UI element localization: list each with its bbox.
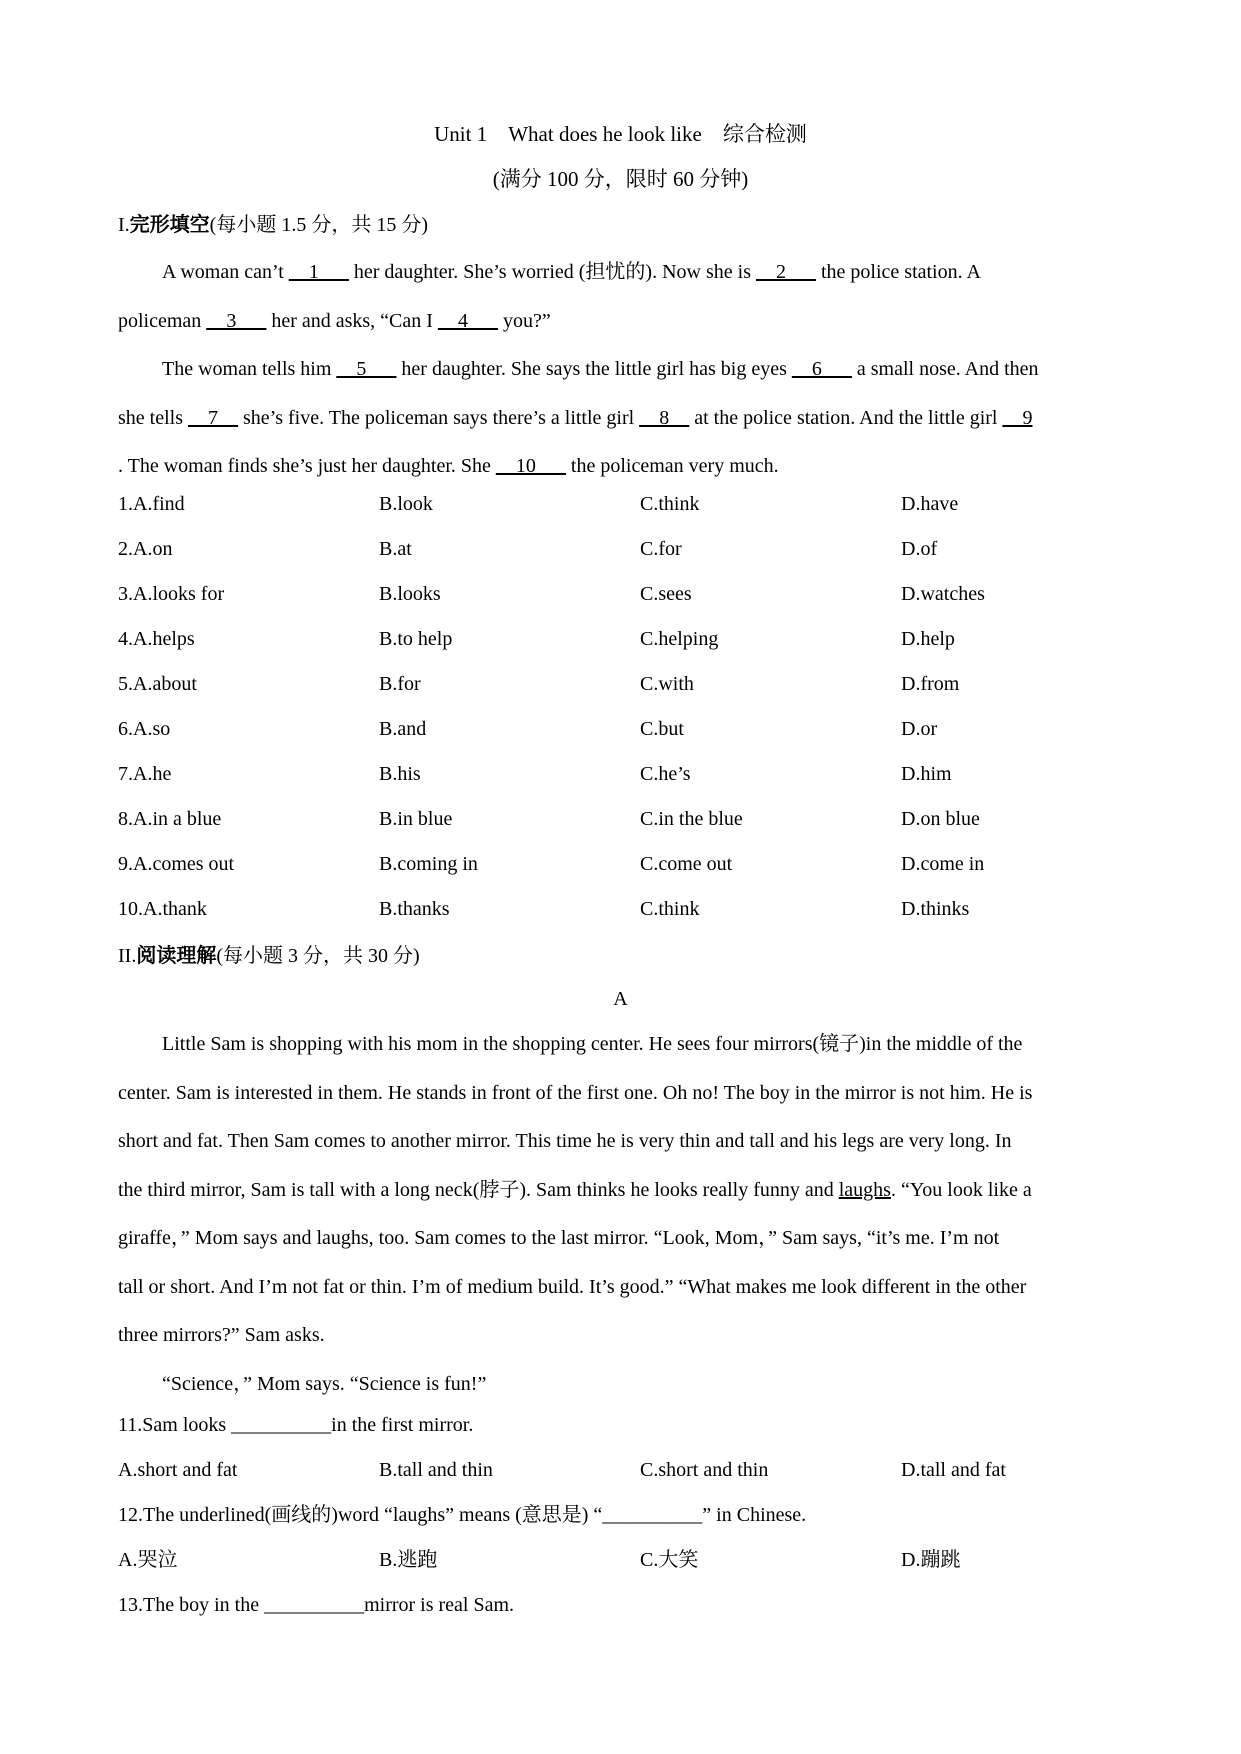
section-1-name: 完形填空	[129, 214, 210, 236]
option-b: B.at	[379, 538, 412, 560]
page-title: Unit 1 What does he look like 综合检测	[434, 122, 807, 146]
option-c: C.with	[640, 673, 694, 695]
cloze-text: her and asks, “Can I	[266, 309, 438, 332]
option-c: C.he’s	[640, 763, 691, 785]
option-d: D.thinks	[901, 898, 970, 920]
cloze-blank-2: __2___	[755, 261, 816, 283]
option-c: C.in the blue	[640, 808, 743, 830]
option-b: B.look	[379, 493, 433, 515]
option-a: A.short and fat	[118, 1459, 238, 1481]
section-1-note: (每小题 1.5 分，共 15 分)	[209, 214, 428, 236]
cloze-line-2	[118, 297, 1116, 346]
passage-text: “Science，” Mom says. “Science is fun!”	[162, 1372, 487, 1395]
cloze-text: her daughter. She says the little girl has big eyes	[396, 358, 792, 380]
passage-text: the third mirror, Sam is tall with a long neck(脖子). Sam thinks he looks really funny and	[118, 1178, 839, 1201]
passage-line-1	[118, 1020, 1116, 1069]
option-a: 4.A.helps	[118, 628, 195, 650]
option-c: C.think	[640, 898, 700, 920]
option-b: B.in blue	[379, 808, 453, 830]
section-1-heading	[118, 211, 428, 239]
cloze-blank-9: __9	[1002, 406, 1033, 429]
option-d: D.help	[901, 628, 955, 650]
passage-line-3: short and fat. Then Sam comes to another mirror. This time he is very thin and tall and his legs are very long. In	[118, 1130, 1012, 1152]
option-b: B.tall and thin	[379, 1459, 493, 1481]
underlined-word: laughs	[838, 1178, 891, 1201]
option-a: 5.A.about	[118, 673, 197, 695]
cloze-text: she’s five. The policeman says there’s a little girl	[238, 406, 640, 429]
section-2-note: (每小题 3 分，共 30 分)	[216, 945, 420, 967]
option-d: D.of	[901, 538, 938, 560]
cloze-text: her daughter. She’s worried (担忧的). Now she is	[348, 261, 756, 283]
option-b: B.thanks	[379, 898, 450, 920]
passage-line-2: center. Sam is interested in them. He stands in front of the first one. Oh no! The boy in the mirror is not him. He is	[118, 1081, 1033, 1104]
option-a: 3.A.looks for	[118, 583, 225, 605]
option-a: A.哭泣	[118, 1549, 178, 1571]
option-row-10	[118, 894, 1118, 924]
option-d: D.come in	[901, 853, 985, 875]
option-row-6	[118, 714, 1118, 744]
option-row-8	[118, 804, 1118, 834]
cloze-text: she tells	[118, 406, 188, 429]
passage-line-8	[118, 1360, 1116, 1409]
option-d: D.蹦跳	[901, 1549, 961, 1571]
passage-line-7: three mirrors?” Sam asks.	[118, 1324, 325, 1346]
option-c: C.come out	[640, 853, 733, 875]
option-a: 1.A.find	[118, 493, 185, 515]
cloze-text: The woman tells him	[162, 358, 337, 380]
option-b: B.逃跑	[379, 1549, 438, 1571]
option-b: B.coming in	[379, 853, 478, 875]
cloze-text: . The woman finds she’s just her daughter. She	[118, 455, 496, 477]
cloze-text: policeman	[118, 309, 207, 332]
option-d: D.tall and fat	[901, 1459, 1006, 1481]
option-d: D.have	[901, 493, 959, 515]
option-row-9	[118, 849, 1118, 879]
cloze-passage	[118, 248, 1116, 491]
option-a: 2.A.on	[118, 538, 173, 560]
option-row-1	[118, 489, 1118, 519]
cloze-text: you?”	[497, 309, 551, 332]
passage-text: . “You look like a	[890, 1178, 1032, 1201]
option-a: 6.A.so	[118, 718, 171, 740]
cloze-blank-8: __8__	[639, 406, 690, 429]
option-b: B.for	[379, 673, 421, 695]
cloze-text: a small nose. And then	[851, 358, 1039, 380]
passage-label: A	[613, 988, 628, 1010]
option-b: B.and	[379, 718, 427, 740]
page-subtitle: (满分 100 分，限时 60 分钟)	[492, 167, 749, 191]
question-11: 11.Sam looks __________in the first mirror.	[118, 1414, 474, 1436]
section-1-number: I.	[118, 214, 130, 236]
option-c: C.short and thin	[640, 1459, 769, 1481]
cloze-text: the police station. A	[815, 261, 981, 283]
cloze-text: A woman can’t	[162, 261, 289, 283]
option-d: D.watches	[901, 583, 985, 605]
option-d: D.or	[901, 718, 938, 740]
option-c: C.for	[640, 538, 682, 560]
passage-line-6: tall or short. And I’m not fat or thin. I’m of medium build. It’s good.” “What makes me look different in the other	[118, 1275, 1027, 1298]
option-d: D.him	[901, 763, 952, 785]
option-a: 7.A.he	[118, 763, 172, 785]
question-12: 12.The underlined(画线的)word “laughs” means (意思是) “__________” in Chinese.	[118, 1504, 807, 1526]
option-a: 9.A.comes out	[118, 853, 235, 875]
cloze-line-1	[118, 248, 1116, 297]
section-2-number: II.	[118, 945, 137, 967]
option-c: C.think	[640, 493, 700, 515]
option-row-7	[118, 759, 1118, 789]
option-a: 10.A.thank	[118, 898, 207, 920]
section-2-name: 阅读理解	[136, 945, 217, 967]
cloze-text: at the police station. And the little girl	[689, 406, 1003, 429]
cloze-blank-3: __3___	[206, 309, 267, 332]
option-c: C.but	[640, 718, 684, 740]
option-row-3	[118, 579, 1118, 609]
option-b: B.to help	[379, 628, 453, 650]
option-row-2	[118, 534, 1118, 564]
cloze-blank-5: __5___	[336, 358, 397, 380]
cloze-line-5	[118, 442, 1116, 491]
option-c: C.大笑	[640, 1549, 699, 1571]
option-c: C.helping	[640, 628, 719, 650]
option-d: D.from	[901, 673, 960, 695]
cloze-blank-6: __6___	[791, 358, 852, 380]
passage-line-5: giraffe，” Mom says and laughs, too. Sam comes to the last mirror. “Look, Mom，” Sam says, “it’s me. I’m not	[118, 1227, 1000, 1249]
question-12-options	[118, 1545, 1118, 1575]
option-a: 8.A.in a blue	[118, 808, 222, 830]
cloze-blank-10: __10___	[495, 455, 566, 477]
option-b: B.his	[379, 763, 421, 785]
passage-text: Little Sam is shopping with his mom in the shopping center. He sees four mirrors(镜子)in the middle of the	[162, 1033, 1023, 1055]
option-row-5	[118, 669, 1118, 699]
section-2-heading	[118, 942, 420, 970]
passage-line-4	[118, 1166, 1116, 1215]
cloze-blank-1: __1___	[288, 261, 349, 283]
cloze-line-4	[118, 394, 1116, 443]
option-row-4	[118, 624, 1118, 654]
cloze-blank-7: __7__	[188, 406, 238, 429]
option-b: B.looks	[379, 583, 441, 605]
reading-passage	[118, 1020, 1116, 1408]
cloze-line-3	[118, 345, 1116, 394]
question-11-options	[118, 1455, 1118, 1485]
question-13: 13.The boy in the __________mirror is real Sam.	[118, 1594, 515, 1616]
option-c: C.sees	[640, 583, 692, 605]
cloze-blank-4: __4___	[437, 309, 498, 332]
option-d: D.on blue	[901, 808, 980, 830]
cloze-text: the policeman very much.	[565, 455, 779, 477]
